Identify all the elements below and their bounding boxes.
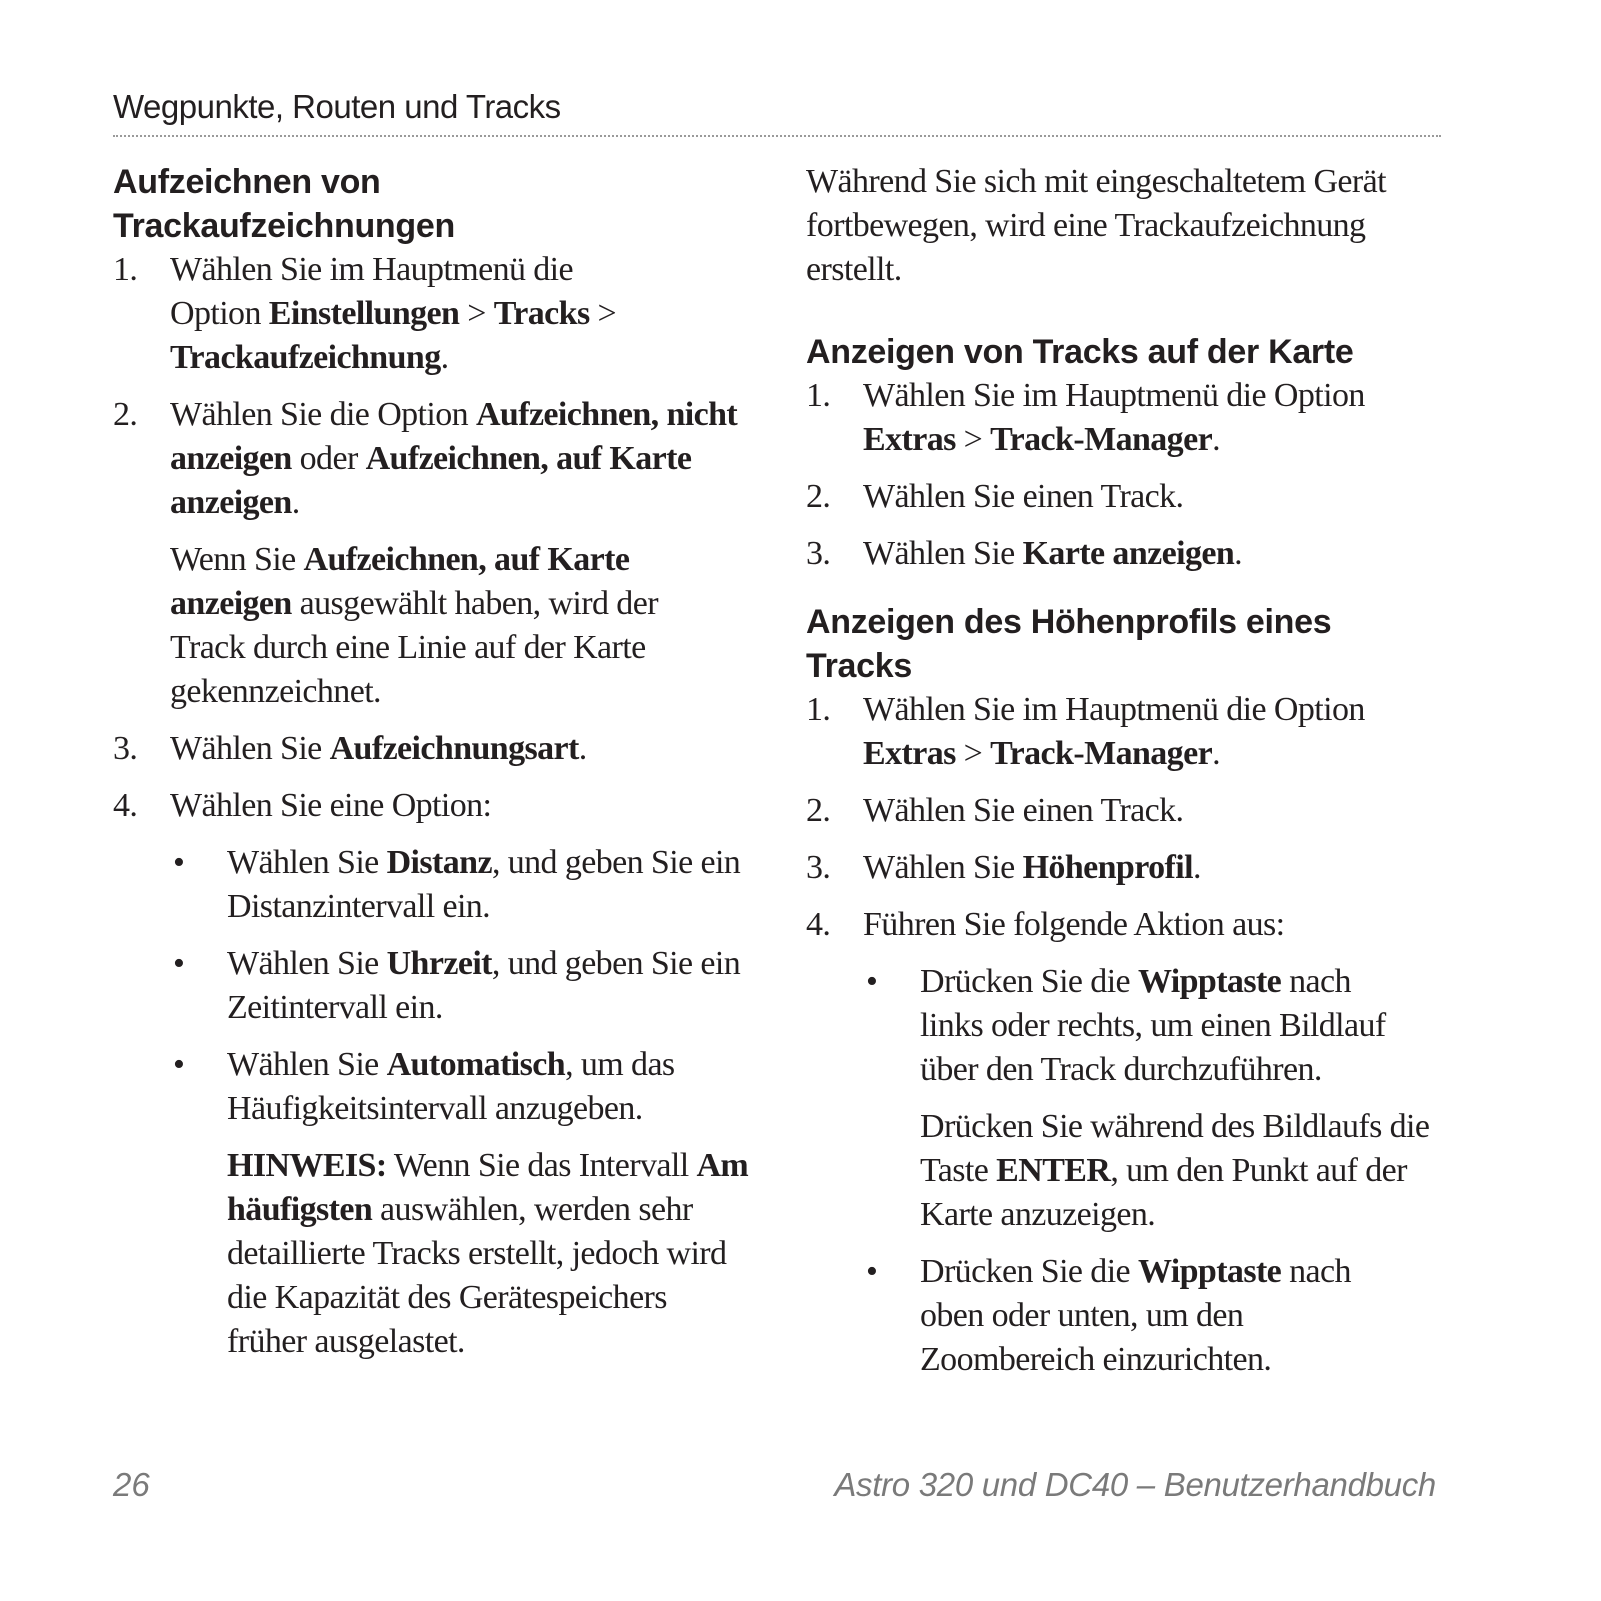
page-number: 26 — [113, 1466, 150, 1503]
list-item: 2. Wählen Sie einen Track. — [806, 792, 1184, 829]
intro-paragraph: Während Sie sich mit eingeschaltetem Gerät fortbewegen, wird eine Trackaufzeichnung erstellt. — [806, 163, 1386, 288]
list-item: 4. Führen Sie folgende Aktion aus: — [806, 906, 1285, 943]
section-heading-show-tracks: Anzeigen von Tracks auf der Karte — [806, 333, 1354, 371]
step-note: Wenn Sie Aufzeichnen, auf Karte anzeigen ausgewählt haben, wird der Track durch eine Linie auf der Karte gekennzeichnet. — [170, 541, 658, 710]
list-item: 1. Wählen Sie im Hauptmenü die Option Extras > Track-Manager. — [806, 377, 1365, 458]
running-header: Wegpunkte, Routen und Tracks — [113, 88, 561, 125]
list-item: 4. Wählen Sie eine Option: — [113, 787, 492, 824]
list-item: 2. Wählen Sie einen Track. — [806, 478, 1184, 515]
bullet-item: • Wählen Sie Distanz, und geben Sie ein Distanzintervall ein. — [173, 844, 741, 925]
bullet-item: • Drücken Sie die Wipptaste nach oben oder unten, um den Zoombereich einzurichten. — [866, 1253, 1351, 1378]
bullet-item: • Drücken Sie die Wipptaste nach links oder rechts, um einen Bildlauf über den Track durchzuführen. — [866, 963, 1386, 1088]
list-item: 3. Wählen Sie Karte anzeigen. — [806, 535, 1243, 572]
list-item: 1. Wählen Sie im Hauptmenü die Option Extras > Track-Manager. — [806, 691, 1365, 772]
bullet-note: Drücken Sie während des Bildlaufs die Taste ENTER, um den Punkt auf der Karte anzuzeigen. — [920, 1108, 1430, 1233]
list-item: 3. Wählen Sie Aufzeichnungsart. — [113, 730, 587, 767]
bullet-item: • Wählen Sie Uhrzeit, und geben Sie ein Zeitintervall ein. — [173, 945, 741, 1026]
footer-manual-title: Astro 320 und DC40 – Benutzerhandbuch — [834, 1466, 1436, 1503]
list-item: 1. Wählen Sie im Hauptmenü die Option Einstellungen > Tracks > Trackaufzeichnung. — [113, 251, 617, 376]
section-heading-record-tracks: Aufzeichnen von Trackaufzeichnungen — [113, 163, 455, 245]
list-item: 3. Wählen Sie Höhenprofil. — [806, 849, 1201, 886]
list-item: 2. Wählen Sie die Option Aufzeichnen, nicht anzeigen oder Aufzeichnen, auf Karte anzeigen. — [113, 396, 738, 521]
bullet-item: • Wählen Sie Automatisch, um das Häufigkeitsintervall anzugeben. — [173, 1046, 675, 1127]
header-dotted-rule — [113, 135, 1441, 137]
note-hinweis: HINWEIS: Wenn Sie das Intervall Am häufigsten auswählen, werden sehr detaillierte Tracks erstellt, jedoch wird die Kapazität des Gerätespeichers früher ausgelastet. — [227, 1147, 749, 1360]
left-column — [113, 160, 753, 1364]
section-heading-elevation-profile: Anzeigen des Höhenprofils eines Tracks — [806, 603, 1332, 685]
right-column — [806, 160, 1451, 1382]
